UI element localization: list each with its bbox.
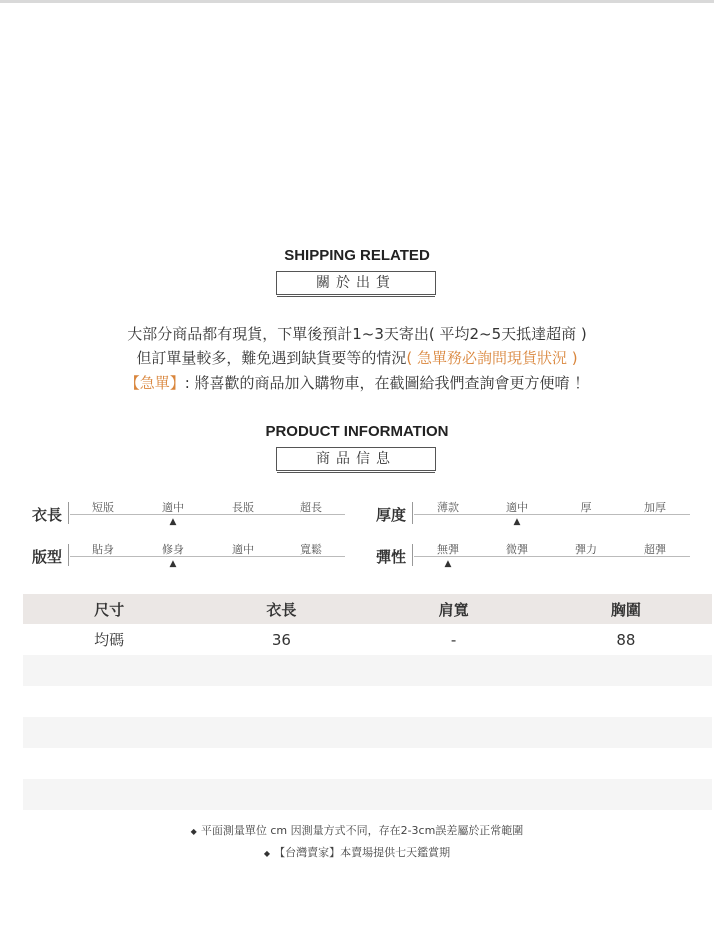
scale-option-thickness: 加厚 bbox=[644, 501, 666, 514]
scale-option-length: 適中 bbox=[162, 501, 184, 514]
scale-option-elasticity: 彈力 bbox=[575, 543, 597, 556]
measurement-note bbox=[0, 822, 714, 838]
urgent-order-tag: 【急單】 bbox=[124, 374, 185, 392]
scale-marker-icon: ▲ bbox=[513, 517, 521, 527]
cell-size: 均碼 bbox=[94, 631, 125, 649]
header-length: 衣長 bbox=[195, 594, 367, 624]
header-size: 尺寸 bbox=[23, 594, 195, 624]
cell-shoulder: - bbox=[450, 630, 457, 649]
table-row bbox=[23, 624, 712, 655]
scale-label-length: 衣長 bbox=[32, 506, 63, 524]
scale-option-fit: 寬鬆 bbox=[300, 543, 322, 556]
shipping-subtitle-box: 關於出貨 bbox=[276, 271, 436, 295]
scale-option-thickness: 厚 bbox=[580, 501, 592, 514]
table-row-empty bbox=[23, 686, 712, 717]
top-divider bbox=[0, 0, 714, 3]
shipping-line-3-text: : 將喜歡的商品加入購物車，在截圖給我們查詢會更方便唷 ！ bbox=[184, 374, 590, 392]
scale-marker-icon: ▲ bbox=[169, 559, 177, 569]
scale-option-thickness: 適中 bbox=[506, 501, 528, 514]
size-table bbox=[23, 594, 712, 810]
table-row-empty bbox=[23, 655, 712, 686]
scale-option-fit: 修身 bbox=[162, 543, 184, 556]
scale-option-length: 長版 bbox=[232, 501, 254, 514]
scale-option-elasticity: 超彈 bbox=[644, 543, 666, 556]
table-row-empty bbox=[23, 779, 712, 810]
header-shoulder: 肩寬 bbox=[368, 594, 540, 624]
product-subtitle-box: 商品信息 bbox=[276, 447, 436, 471]
scale-marker-icon: ▲ bbox=[169, 517, 177, 527]
scale-option-length: 短版 bbox=[92, 501, 114, 514]
scale-label-elasticity: 彈性 bbox=[376, 548, 407, 566]
scale-option-fit: 適中 bbox=[232, 543, 254, 556]
scale-separator bbox=[412, 544, 413, 566]
size-table-header bbox=[23, 594, 712, 624]
diamond-bullet-icon: ◆ bbox=[263, 849, 271, 858]
scale-label-thickness: 厚度 bbox=[376, 506, 407, 524]
scale-separator bbox=[412, 502, 413, 524]
table-row-empty bbox=[23, 717, 712, 748]
shipping-title: SHIPPING RELATED bbox=[284, 247, 430, 264]
shipping-line-2-highlight: ( 急單務必詢問現貨狀況 ) bbox=[406, 349, 578, 367]
scale-separator bbox=[68, 502, 69, 524]
shipping-line-3 bbox=[0, 372, 714, 393]
shipping-line-2 bbox=[0, 347, 714, 368]
scale-option-fit: 貼身 bbox=[92, 543, 114, 556]
table-row-empty bbox=[23, 748, 712, 779]
seller-note bbox=[0, 844, 714, 860]
scale-separator bbox=[68, 544, 69, 566]
cell-length: 36 bbox=[271, 630, 291, 649]
measurement-note-text: 平面測量單位 cm 因測量方式不同，存在2-3cm誤差屬於正常範圍 bbox=[200, 824, 524, 837]
scale-option-thickness: 薄款 bbox=[437, 501, 459, 514]
seller-note-text: 【台灣賣家】本賣場提供七天鑑賞期 bbox=[274, 846, 451, 859]
shipping-line-1: 大部分商品都有現貨，下單後預計1~3天寄出( 平均2~5天抵達超商 ) bbox=[127, 325, 587, 343]
scale-marker-icon: ▲ bbox=[444, 559, 452, 569]
scale-option-length: 超長 bbox=[300, 501, 322, 514]
cell-chest: 88 bbox=[616, 630, 636, 649]
scale-option-elasticity: 微彈 bbox=[506, 543, 528, 556]
header-chest: 胸圍 bbox=[540, 594, 712, 624]
shipping-line-2-text: 但訂單量較多，難免遇到缺貨要等的情況 bbox=[136, 349, 407, 367]
scale-label-fit: 版型 bbox=[32, 548, 63, 566]
scale-option-elasticity: 無彈 bbox=[437, 543, 459, 556]
diamond-bullet-icon: ◆ bbox=[190, 827, 197, 836]
product-title: PRODUCT INFORMATION bbox=[265, 423, 449, 440]
